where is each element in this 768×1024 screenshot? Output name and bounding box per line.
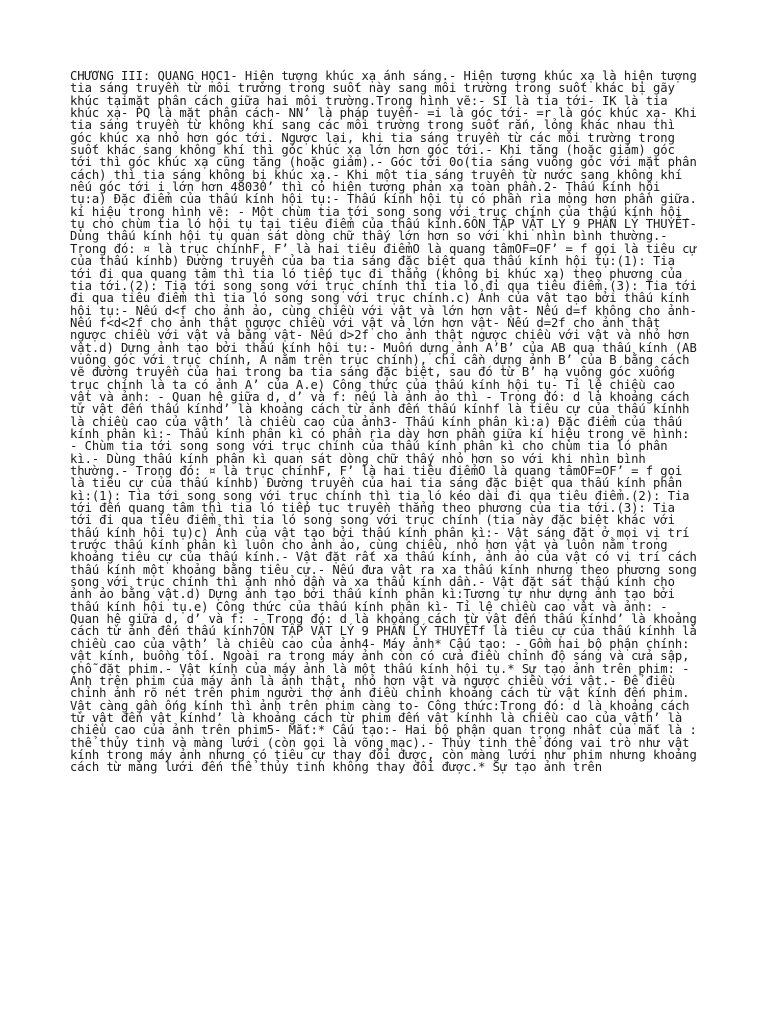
document-body-text: CHƯƠNG III: QUANG HỌC1- Hiện tượng khúc xạ ánh sáng.- Hiện tượng khúc xạ là hiện tượng tia sáng truyền từ môi trường trong suốt này sang môi trường trong suốt khác bị gãy khúc tạimặt phân cách giữa hai môi trường.Trong hình vẽ:- SI là tia tới- IK là tia khúc xạ- PQ là mặt phân cách- NN’ là pháp tuyến- =i là góc tới- =r là góc khúc xạ- Khi tia sáng truyền từ không khí sang các môi trường trong suốt rắn, lỏng khác nhau thì góc khúc xạ nhỏ hơn góc tới. Ngược lại, khi tia sáng truyền từ các môi trường trong suốt khác sang không khí thì góc khúc xạ lớn hơn góc tới.- Khi tăng (hoặc giảm) góc tới thì góc khúc xạ cũng tăng (hoặc giảm).- Góc tới 0o(tia sáng vuông góc với mặt phân cách) thì tia sáng không bị khúc xạ.- Khi một tia sáng truyền từ nước sang không khí nếu góc tới i lớn hơn 48030’ thì có hiện tượng phản xạ toàn phần.2- Thấu kính hội tụ:a) Đặc điểm của thấu kính hội tụ:- Thấu kính hội tụ có phần rìa mỏng hơn phần giữa. kí hiệu trong hình vẽ: - Một chùm tia tới song song với trục chính của thấu kính hội tụ cho chùm tia ló hội tụ tại tiêu điểm của thấu kính.6ÔN TẬP VẬT LÝ 9 PHẦN LÝ THUYẾT- Dùng thấu kính hội tụ quan sát dòng chữ thấy lớn hơn so với khi nhìn bình thường.- Trong đó: ¤ là trục chínhF, F’ là hai tiêu điểmO là quang tâmOF=OF’ = f gọi là tiêu cự của thấu kínhb) Đường truyền của ba tia sáng đặc biệt qua thấu kính hội tụ:(1): Tia tới đi qua quang tâm thì tia ló tiếp tục đi thẳng (không bị khúc xạ) theo phương của tia tới.(2): Tia tới song song với trục chính thì tia ló đi qua tiêu điểm.(3): Tia tới đi qua tiêu điểm thì tia ló song song với trục chính.c) Ảnh của vật tạo bởi thấu kính hội tụ:- Nếu d<f cho ảnh ảo, cùng chiều với vật và lớn hơn vật- Nếu d=f không cho ảnh- Nếu f<d<2f cho ảnh thật ngược chiều với vật và lớn hơn vật- Nếu d=2f cho ảnh thật ngược chiều với vật và bằng vật- Nếu d>2f cho ảnh thật ngược chiều với vật và nhỏ hơn vật.d) Dựng ảnh tạo bởi thấu kính hội tụ:- Muốn dựng ảnh A’B’ của AB qua thấu kính (AB vuông góc với trục chính, A nằm trên trục chính), chỉ cần dựng ảnh B’ của B bằng cách vẽ đường truyền của hai trong ba tia sáng đặc biệt, sau đó từ B’ hạ vuông góc xuống trục chính là ta có ảnh A’ của A.e) Công thức của thấu kính hội tụ- Tỉ lệ chiều cao vật và ảnh: - Quan hệ giữa d, d’ và f: nếu là ảnh ảo thì - Trong đó: d là khoảng cách từ vật đến thấu kínhd’ là khoảng cách từ ảnh đến thấu kínhf là tiêu cự của thấu kínhh là chiều cao của vậth’ là chiều cao của ảnh3- Thấu kính phân kì:a) Đặc điểm của thấu kính phân kì:- Thấu kính phân kì có phần rìa dày hơn phần giữa kí hiệu trong vẽ hình: - Chùm tia tới song song với trục chính của thấu kính phân kì cho chùm tia ló phân kì.- Dùng thấu kính phân kì quan sát dòng chữ thấy nhỏ hơn so với khi nhìn bình thường.- Trong đó: ¤ là trục chínhF, F’ là hai tiêu điểmO là quang tâmOF=OF’ = f gọi là tiêu cự của thấu kínhb) Đường truyền của hai tia sáng đặc biệt qua thấu kính phân kì:(1): Tia tới song song với trục chính thì tia ló kéo dài đi qua tiêu điểm.(2): Tia tới đến quang tâm thì tia ló tiếp tục truyền thẳng theo phương của tia tới.(3): Tia tới đi qua tiêu điểm thì tia ló song song với trục chính (tia này đặc biệt khác với thấu kính hội tụ)c) Ảnh của vật tạo bởi thấu kính phân kì:- Vật sáng đặt ở mọi vị trí trước thấu kính phân kì luôn cho ảnh ảo, cùng chiều, nhỏ hơn vật và luôn nằm trong khoảng tiêu cự của thấu kính.- Vật đặt rất xa thấu kính, ảnh ảo của vật có vị trí cách thấu kính một khoảng bằng tiêu cự.- Nếu đưa vật ra xa thấu kính nhưng theo phương song song với trục chính thì ảnh nhỏ dần và xa thấu kính dần.- Vật đặt sát thấu kính cho ảnh ảo bằng vật.d) Dựng ảnh tạo bởi thấu kính phân kì:Tương tự như dựng ảnh tạo bởi thấu kính hội tụ.e) Công thức của thấu kính phân kì- Tỉ lệ chiều cao vật và ảnh: - Quan hệ giữa d, d’ và f: - Trong đó: d là khoảng cách từ vật đến thấu kínhd’ là khoảng cách từ ảnh đến thấu kính7ÔN TẬP VẬT LÝ 9 PHẦN LÝ THUYẾTf là tiêu cự của thấu kínhh là chiều cao của vậth’ là chiều cao của ảnh4- Máy ảnh* Cấu tạo: - Gồm hai bộ phận chính: vật kính, buồng tối. Ngoài ra trong máy ảnh còn có cửa điều chỉnh độ sáng và cửa sập, chỗ đặt phim.- Vật kính của máy ảnh là một thấu kính hội tụ.* Sự tạo ảnh trên phim: - Ảnh trên phim của máy ảnh là ảnh thật, nhỏ hơn vật và ngược chiều với vật.- Để điều chỉnh ảnh rõ nét trên phim người thợ ảnh điều chỉnh khoảng cách từ vật kính đến phim. Vật càng gần ống kính thì ảnh trên phim càng to- Công thức:Trong đó: d là khoảng cách từ vật đến vật kínhd’ là khoảng cách từ phim đến vật kínhh là chiều cao của vậth’ là chiều cao của ảnh trên phim5- Mắt:* Cấu tạo:- Hai bộ phận quan trọng nhất của mắt là : thể thủy tinh và màng lưới (còn gọi là võng mạc).- Thủy tinh thể đóng vai trò như vật kính trong máy ảnh nhưng có tiêu cự thay đổi được, còn màng lưới như phim nhưng khoảng cách từ màng lưới đến thể thủy tinh không thay đổi được.* Sự tạo ảnh trên: [70, 69, 705, 775]
